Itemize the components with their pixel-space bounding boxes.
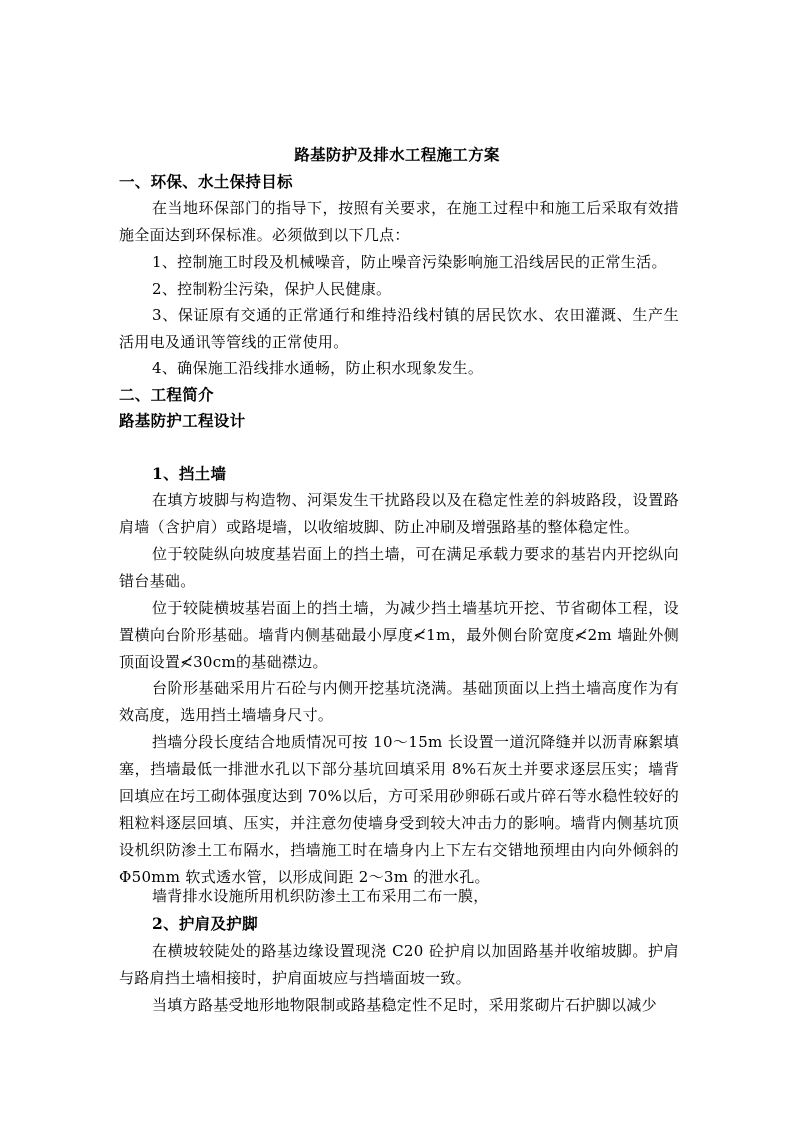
paragraph-env-intro: 在当地环保部门的指导下，按照有关要求，在施工过程中和施工后采取有效措施全面达到环保标准。必须做到以下几点： <box>119 199 679 244</box>
paragraph-env-item-4: 4、确保施工沿线排水通畅，防止积水现象发生。 <box>152 359 484 377</box>
paragraph-wall-4: 台阶形基础采用片石砼与内侧开挖基坑浇满。基础顶面以上挡土墙高度作为有效高度，选用挡土墙墙身尺寸。 <box>119 679 679 724</box>
paragraph-wall-5: 挡墙分段长度结合地质情况可按 10～15m 长设置一道沉降缝并以沥青麻絮填塞，挡墙最低一排泄水孔以下部分基坑回填采用 8%石灰土并要求逐层压实；墙背回填应在圬工砌体强度达到 70%以后，方可采用砂卵砾石或片碎石等水稳性较好的粗粒料逐层回填、压实，并注意勿使墙身受到较大冲击力的影响。墙背内侧基坑顶设机织防渗土工布隔水，挡墙施工时在墙身内上下左右交错地预埋由内向外倾斜的 Φ50mm 软式透水管，以形成间距 2～3m 的泄水孔。 <box>119 733 679 886</box>
paragraph-env-item-3: 3、保证原有交通的正常通行和维持沿线村镇的居民饮水、农田灌溉、生产生活用电及通讯等管线的正常使用。 <box>119 306 679 351</box>
paragraph-wall-6: 墙背排水设施所用机织防渗土工布采用二布一膜， <box>152 887 489 905</box>
paragraph-wall-1: 在填方坡脚与构造物、河渠发生干扰路段以及在稳定性差的斜坡路段，设置路肩墙（含护肩）或路堤墙，以收缩坡脚、防止冲刷及增强路基的整体稳定性。 <box>119 491 679 536</box>
paragraph-wall-3: 位于较陡横坡基岩面上的挡土墙，为减少挡土墙基坑开挖、节省砌体工程，设置横向台阶形基础。墙背内侧基础最小厚度≮1m，最外侧台阶宽度≮2m 墙趾外侧顶面设置≮30cm的基础襟边。 <box>119 599 679 671</box>
section-heading-env: 一、环保、水土保持目标 <box>119 172 293 191</box>
document-title: 路基防护及排水工程施工方案 <box>294 145 500 164</box>
section-heading-overview: 二、工程简介 <box>119 385 214 404</box>
subsection-heading-protection-design: 路基防护工程设计 <box>119 411 246 430</box>
paragraph-env-item-1: 1、控制施工时段及机械噪音，防止噪音污染影响施工沿线居民的正常生活。 <box>152 253 667 271</box>
heading-retaining-wall: 1、挡土墙 <box>152 464 227 483</box>
paragraph-wall-2: 位于较陡纵向坡度基岩面上的挡土墙，可在满足承载力要求的基岩内开挖纵向错台基础。 <box>119 545 679 590</box>
paragraph-shoulder-2: 当填方路基受地形地物限制或路基稳定性不足时，采用浆砌片石护脚以减少 <box>152 996 657 1014</box>
paragraph-env-item-2: 2、控制粉尘污染，保护人民健康。 <box>152 280 392 298</box>
paragraph-shoulder-1: 在横坡较陡处的路基边缘设置现浇 C20 砼护肩以加固路基并收缩坡脚。护肩与路肩挡土墙相接时，护肩面坡应与挡墙面坡一致。 <box>119 942 679 987</box>
heading-shoulder-toe: 2、护肩及护脚 <box>152 914 258 933</box>
